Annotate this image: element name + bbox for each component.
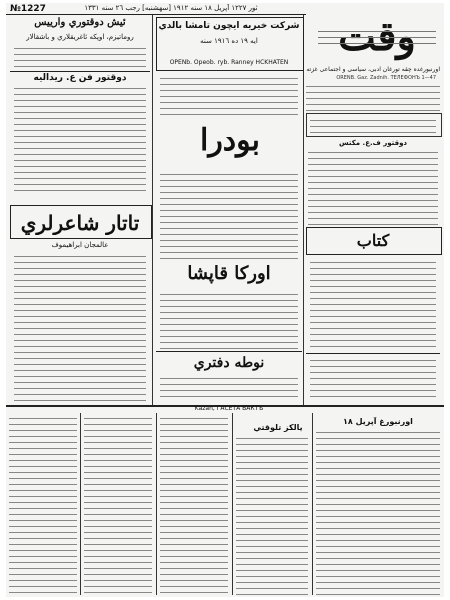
- lower-divider: [312, 413, 313, 595]
- header-rule: [6, 14, 306, 15]
- column-divider: [303, 15, 304, 405]
- masthead-stripe: [318, 43, 436, 44]
- masthead-stripe: [318, 37, 436, 38]
- lower-divider: [232, 413, 233, 595]
- kitap-heading: كتاب: [356, 231, 390, 250]
- center-ad-subtitle: ايه ١٩ ده ١٩١٦ سنه: [200, 37, 258, 45]
- column-divider: [152, 15, 153, 405]
- right-book-text: [310, 259, 436, 349]
- author-line: عالمجان ابراهيموف: [51, 241, 109, 249]
- newspaper-page: [6, 3, 444, 597]
- right-ad-text: [308, 149, 438, 225]
- center-text-1: [160, 75, 298, 119]
- lower-text-col-5: [316, 429, 440, 595]
- center-rule: [156, 351, 302, 352]
- notebook-heading: نوطه دفتري: [193, 355, 265, 371]
- masthead-stripe: [318, 31, 436, 32]
- doctor-small: دوقتور ف.ع. مكتس: [338, 139, 408, 147]
- masthead: [318, 9, 436, 65]
- center-latin-line: OPENb. Opeob. ryb. Ranney HCKHATEN: [169, 59, 289, 66]
- lower-text-col-1: [9, 415, 77, 595]
- left-ad-text: [14, 45, 146, 69]
- left-doctor-title: دوقتور فن ع. ريداليه: [33, 73, 127, 83]
- lower-text-col-4: [236, 435, 308, 595]
- left-article-text: [14, 253, 146, 403]
- center-text-4: [160, 375, 298, 401]
- center-ad-title: شركت خيريه ايچون تامشا بالدي: [158, 21, 300, 31]
- left-doctor-text: [14, 85, 146, 195]
- masthead-subtitle: اورنبورغده چقه تورغان ادبی، سیاسی و اجتماعی غزته: [306, 66, 440, 73]
- lower-divider: [80, 413, 81, 595]
- column-heading-right: اورنبورغ آپريل ١٨: [343, 417, 413, 426]
- lower-divider: [156, 413, 157, 595]
- info-line: ORENB. Gaz. Zadnih. ТЕЛЕФОНЪ 1—47: [336, 75, 436, 81]
- tatar-poets-heading: تاتار شاعرلري: [20, 211, 140, 235]
- telegram-label: Kazan, ГАСЕТА ВАКТЪ: [194, 405, 264, 412]
- lower-text-col-2: [84, 415, 152, 595]
- serial-number: №1227: [10, 4, 46, 14]
- left-ad-subtitle: روماتيزم، اوپكه ئاغريقلاري و باشقالار: [26, 33, 134, 41]
- masthead-text-block: [306, 83, 440, 111]
- date-line: ثور ١٢٢٧ آپريل ١٨ سنه ١٩١٢ [سهشنبه] رجب ٢٦ سنه ١٣٣١: [84, 4, 258, 12]
- column-heading-mid: يالكز تلوقتي: [253, 423, 303, 432]
- left-rule: [10, 71, 150, 72]
- subscription-text: [310, 117, 436, 133]
- lower-text-col-3: [160, 415, 228, 595]
- orkara-heading: اوركا قاپشا: [187, 263, 271, 284]
- center-text-2: [160, 171, 298, 259]
- right-rule: [306, 353, 440, 354]
- right-small-text: [310, 357, 436, 401]
- left-ad-title: ئيش دوقتوري وارييس: [34, 17, 126, 28]
- bodra-heading: بودرا: [199, 123, 261, 158]
- center-text-3: [160, 291, 298, 349]
